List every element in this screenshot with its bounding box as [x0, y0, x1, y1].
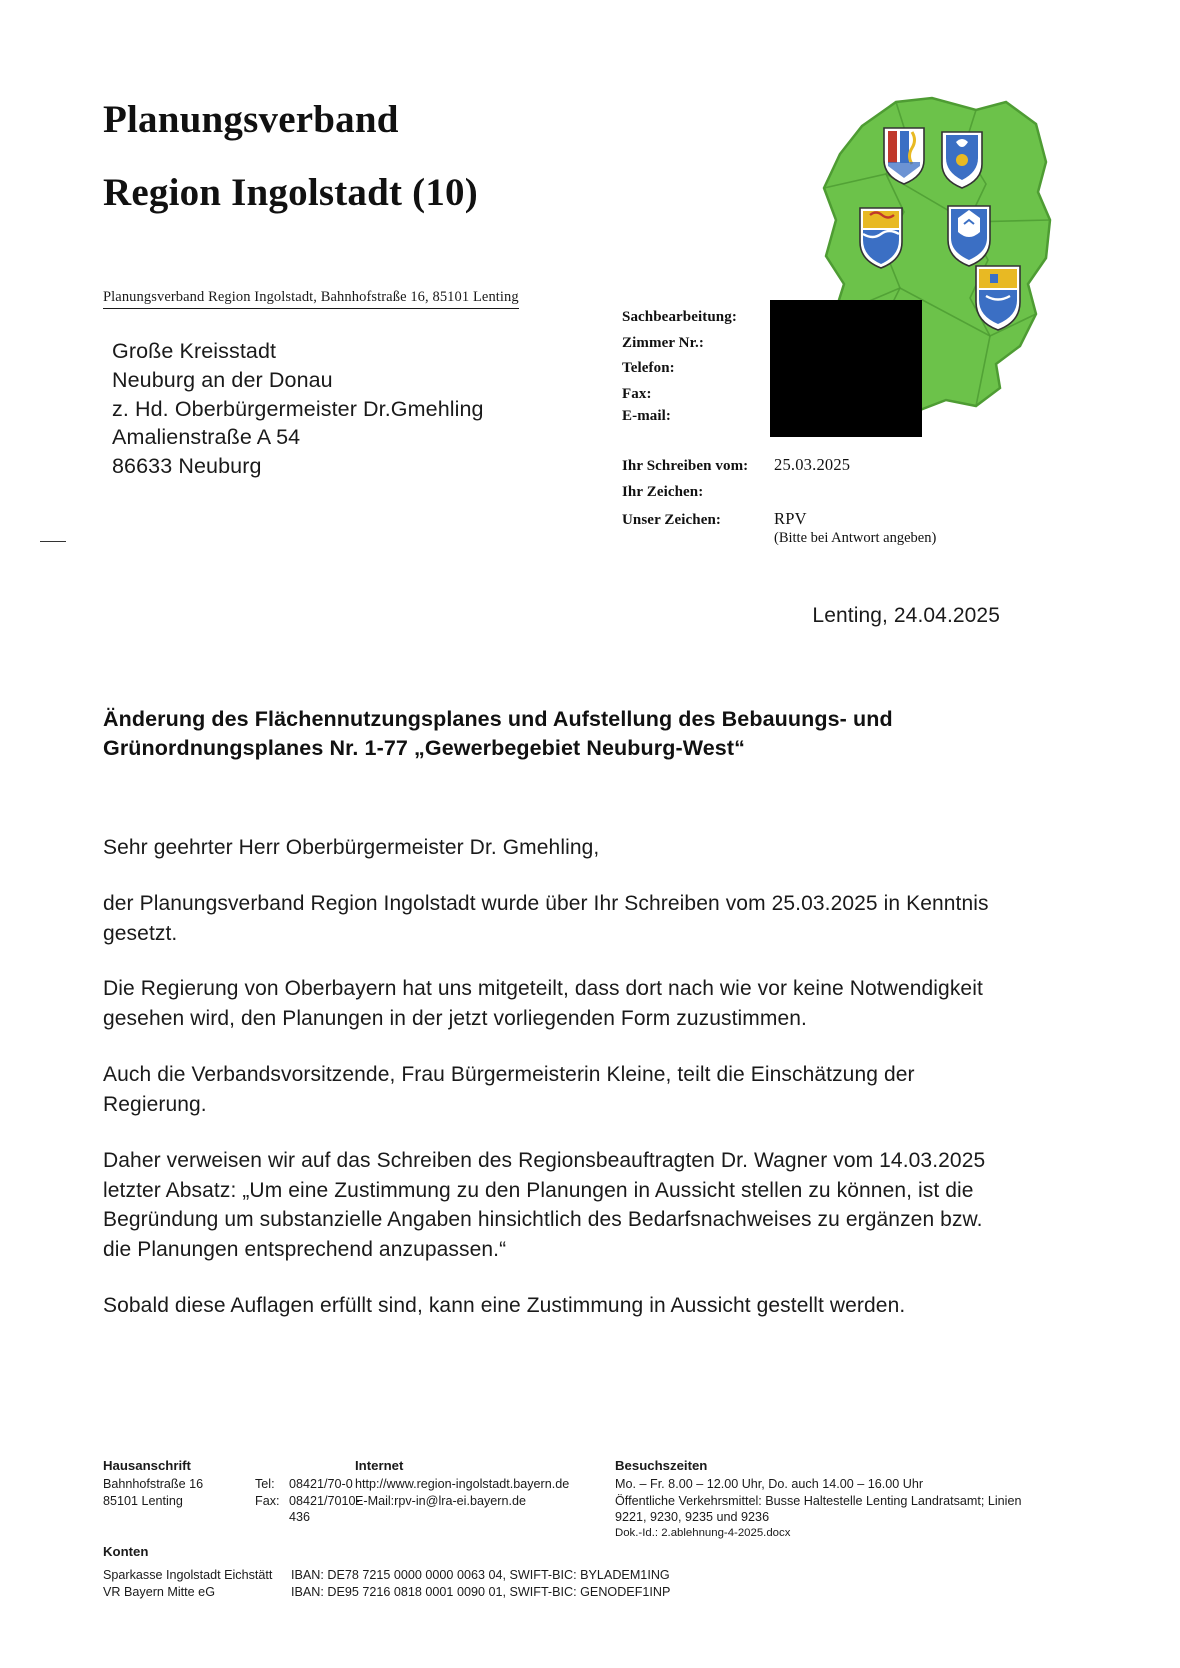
page-footer [103, 1457, 1083, 1541]
body-paragraph-2: Die Regierung von Oberbayern hat uns mitgeteilt, dass dort nach wie vor keine Notwendigkeit gesehen wird, den Planungen in der jetzt vorliegenden Form zuzustimmen. [103, 977, 983, 1031]
ref-label-fax: Fax: [622, 385, 652, 402]
body-paragraph-4: Daher verweisen wir auf das Schreiben des Regionsbeauftragten Dr. Wagner vom 14.03.2025 letzter Absatz: „Um eine Zustimmung zu den Planungen in Aussicht stellen zu können, ist die Begründung um substanzielle Angaben hinsichtlich des Bedarfsnachweises zu ergänzen bzw. die Planungen entsprechend anzupassen.“ [103, 1148, 986, 1262]
footer-besuchszeiten-line-3: 9221, 9230, 9235 und 9236 [615, 1509, 770, 1524]
footer-besuchszeiten-line-2: Öffentliche Verkehrsmittel: Busse Haltestelle Lenting Landratsamt; Linien [615, 1493, 1022, 1508]
recipient-address-block [112, 337, 484, 481]
footer-tel-value: 08421/70-0 [289, 1477, 353, 1492]
bank-iban-2: IBAN: DE95 7216 0818 0001 0090 01, SWIFT-BIC: GENODEF1INP [291, 1584, 671, 1599]
footer-document-id: Dok.-Id.: 2.ablehnung-4-2025.docx [615, 1527, 791, 1540]
place-and-date: Lenting, 24.04.2025 [812, 604, 1000, 627]
recipient-line-3: z. Hd. Oberbürgermeister Dr.Gmehling [112, 396, 484, 421]
letterhead-line-1: Planungsverband [103, 98, 399, 141]
ref-row-ihr-schreiben [622, 455, 936, 475]
footer-heading-internet: Internet [355, 1458, 404, 1473]
crest-shield-lower-right [976, 266, 1020, 330]
bank-iban-1: IBAN: DE78 7215 0000 0000 0063 04, SWIFT-BIC: BYLADEM1ING [291, 1568, 670, 1583]
ref-label-zimmer: Zimmer Nr.: [622, 334, 704, 351]
footer-column-hausanschrift [103, 1457, 255, 1509]
footer-bank-accounts [103, 1543, 1003, 1600]
footer-fax-value: 08421/7010-436 [289, 1493, 360, 1524]
footer-columns [103, 1457, 1083, 1541]
footer-heading-konten: Konten [103, 1544, 149, 1559]
crest-shield-top-right [942, 132, 982, 188]
footer-tel-label: Tel: [255, 1477, 275, 1492]
ref-label-telefon: Telefon: [622, 360, 675, 376]
letterhead [103, 100, 723, 212]
recipient-line-5: 86633 Neuburg [112, 454, 262, 479]
subject-line: Änderung des Flächennutzungsplanes und Aufstellung des Bebauungs- und Grünordnungsplanes Nr. 1-77 „Gewerbegebiet Neuburg-West“ [103, 707, 893, 761]
footer-column-besuchszeiten [615, 1457, 1083, 1541]
redaction-box-contact-details [770, 300, 922, 437]
footer-internet-email[interactable]: E-Mail:rpv-in@lra-ei.bayern.de [355, 1493, 526, 1508]
ref-value-unser-zeichen: RPV [774, 509, 807, 528]
recipient-line-2: Neuburg an der Donau [112, 367, 333, 392]
bank-name-2: VR Bayern Mitte eG [103, 1584, 215, 1599]
bank-account-row-1 [103, 1567, 1003, 1583]
sender-return-address: Planungsverband Region Ingolstadt, Bahnhofstraße 16, 85101 Lenting [103, 289, 519, 309]
ref-value-ihr-schreiben: 25.03.2025 [774, 455, 851, 474]
footer-column-telefon [255, 1457, 360, 1525]
letterhead-line-2: Region Ingolstadt (10) [103, 171, 478, 214]
footer-heading-besuchszeiten: Besuchszeiten [615, 1458, 708, 1473]
body-paragraph-1: der Planungsverband Region Ingolstadt wurde über Ihr Schreiben vom 25.03.2025 in Kenntnis gesetzt. [103, 891, 989, 945]
bank-account-row-2 [103, 1584, 1003, 1600]
ref-label-email: E-mail: [622, 407, 672, 424]
ref-row-ihr-zeichen [622, 484, 936, 501]
footer-heading-hausanschrift: Hausanschrift [103, 1458, 191, 1473]
footer-column-internet [355, 1457, 615, 1509]
ref-label-sachbearbeitung: Sachbearbeitung: [622, 309, 737, 325]
footer-hausanschrift-line-2: 85101 Lenting [103, 1493, 183, 1508]
recipient-line-4: Amalienstraße A 54 [112, 425, 301, 450]
body-salutation: Sehr geehrter Herr Oberbürgermeister Dr. Gmehling, [103, 836, 600, 859]
footer-besuchszeiten-line-1: Mo. – Fr. 8.00 – 12.00 Uhr, Do. auch 14.00 – 16.00 Uhr [615, 1477, 924, 1492]
crest-shield-mid-right [948, 206, 990, 266]
fold-mark [40, 541, 66, 542]
recipient-line-1: Große Kreisstadt [112, 339, 277, 363]
footer-tel-row [255, 1476, 355, 1492]
footer-fax-row [255, 1493, 360, 1526]
crest-shield-top-left [884, 128, 924, 184]
ref-label-ihr-schreiben: Ihr Schreiben vom: [622, 458, 749, 474]
crest-shield-mid-left [860, 208, 902, 268]
body-paragraph-3: Auch die Verbandsvorsitzende, Frau Bürgermeisterin Kleine, teilt die Einschätzung der Regierung. [103, 1063, 915, 1116]
ref-row-unser-zeichen [622, 509, 936, 529]
ref-label-ihr-zeichen: Ihr Zeichen: [622, 483, 704, 500]
footer-fax-label: Fax: [255, 1493, 280, 1508]
letter-body [103, 833, 993, 1347]
ref-label-unser-zeichen: Unser Zeichen: [622, 512, 722, 528]
bank-name-1: Sparkasse Ingolstadt Eichstätt [103, 1568, 273, 1583]
footer-hausanschrift-line-1: Bahnhofstraße 16 [103, 1477, 204, 1492]
footer-telefon-spacer [255, 1457, 355, 1474]
ref-note-unser-zeichen: (Bitte bei Antwort angeben) [774, 530, 937, 546]
body-paragraph-5: Sobald diese Auflagen erfüllt sind, kann eine Zustimmung in Aussicht gestellt werden. [103, 1293, 906, 1317]
footer-internet-url[interactable]: http://www.region-ingolstadt.bayern.de [355, 1477, 570, 1492]
